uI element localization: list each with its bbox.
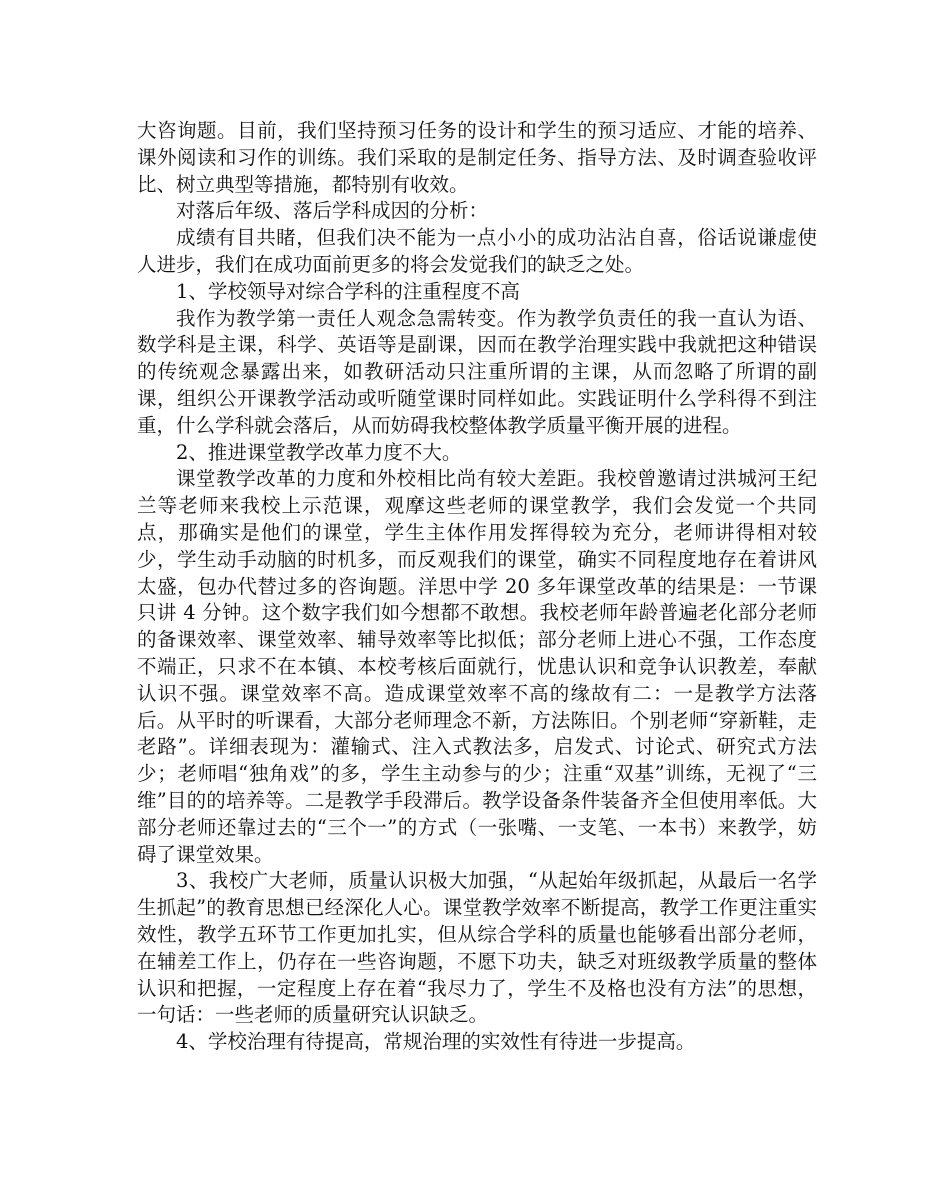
paragraph-analysis-heading: 对落后年级、落后学科成因的分析： xyxy=(176,199,489,223)
document-body xyxy=(137,118,817,1056)
section-heading-1: 1、学校领导对综合学科的注重程度不高 xyxy=(176,279,520,303)
paragraph-achievements: 成绩有目共睹，但我们决不能为一点小小的成功沾沾自喜，俗话说谦虚使人进步，我们在成功面前更多的将会发觉我们的缺乏之处。 xyxy=(137,226,817,276)
paragraph-classroom-reform: 课堂教学改革的力度和外校相比尚有较大差距。我校曾邀请过洪城河王纪兰等老师来我校上示范课，观摩这些老师的课堂教学，我们会发觉一个共同点，那确实是他们的课堂，学生主体作用发挥得较为充分，老师讲得相对较少，学生动手动脑的时机多，而反观我们的课堂，确实不同程度地存在着讲风太盛，包办代替过多的咨询题。洋思中学 20 多年课堂改革的结果是：一节课只讲 4 分钟。这个数字我们如今想都不敢想。我校老师年龄普遍老化部分老师的备课效率、课堂效率、辅导效率等比拟低；部分老师上进心不强，工作态度不端正，只求不在本镇、本校考核后面就行，忧患认识和竞争认识教差，奉献认识不强。课堂效率不高。造成课堂效率不高的缘故有二：一是教学方法落后。从平时的听课看，大部分老师理念不新，方法陈旧。个别老师“穿新鞋，走老路”。详细表现为：灌输式、注入式教法多，启发式、讨论式、研究式方法少；老师唱“独角戏”的多，学生主动参与的少；注重“双基”训练，无视了“三维”目的的培养等。二是教学手段滞后。教学设备条件装备齐全但使用率低。大部分老师还靠过去的“三个一”的方式（一张嘴、一支笔、一本书）来教学，妨碍了课堂效果。 xyxy=(137,467,817,866)
section-heading-4: 4、学校治理有待提高，常规治理的实效性有待进一步提高。 xyxy=(176,1030,696,1054)
section-heading-2: 2、推进课堂教学改革力度不大。 xyxy=(176,440,462,464)
paragraph-continuation: 大咨询题。目前，我们坚持预习任务的设计和学生的预习适应、才能的培养、课外阅读和习作的训练。我们采取的是制定任务、指导方法、及时调查验收评比、树立典型等措施，都特别有收效。 xyxy=(137,119,817,196)
paragraph-teacher-quality: 3、我校广大老师，质量认识极大加强，“从起始年级抓起，从最后一名学生抓起”的教育思想已经深化人心。课堂教学效率不断提高，教学工作更注重实效性，教学五环节工作更加扎实，但从综合学科的质量也能够看出部分老师，在辅差工作上，仍存在一些咨询题，不愿下功夫，缺乏对班级教学质量的整体认识和把握，一定程度上存在着“我尽力了，学生不及格也没有方法”的思想，一句话：一些老师的质量研究认识缺乏。 xyxy=(137,869,817,1027)
paragraph-leadership: 我作为教学第一责任人观念急需转变。作为教学负责任的我一直认为语、数学科是主课，科学、英语等是副课，因而在教学治理实践中我就把这种错误的传统观念暴露出来，如教研活动只注重所谓的主课，从而忽略了所谓的副课，组织公开课教学活动或听随堂课时同样如此。实践证明什么学科得不到注重，什么学科就会落后，从而妨碍我校整体教学质量平衡开展的进程。 xyxy=(137,306,817,437)
